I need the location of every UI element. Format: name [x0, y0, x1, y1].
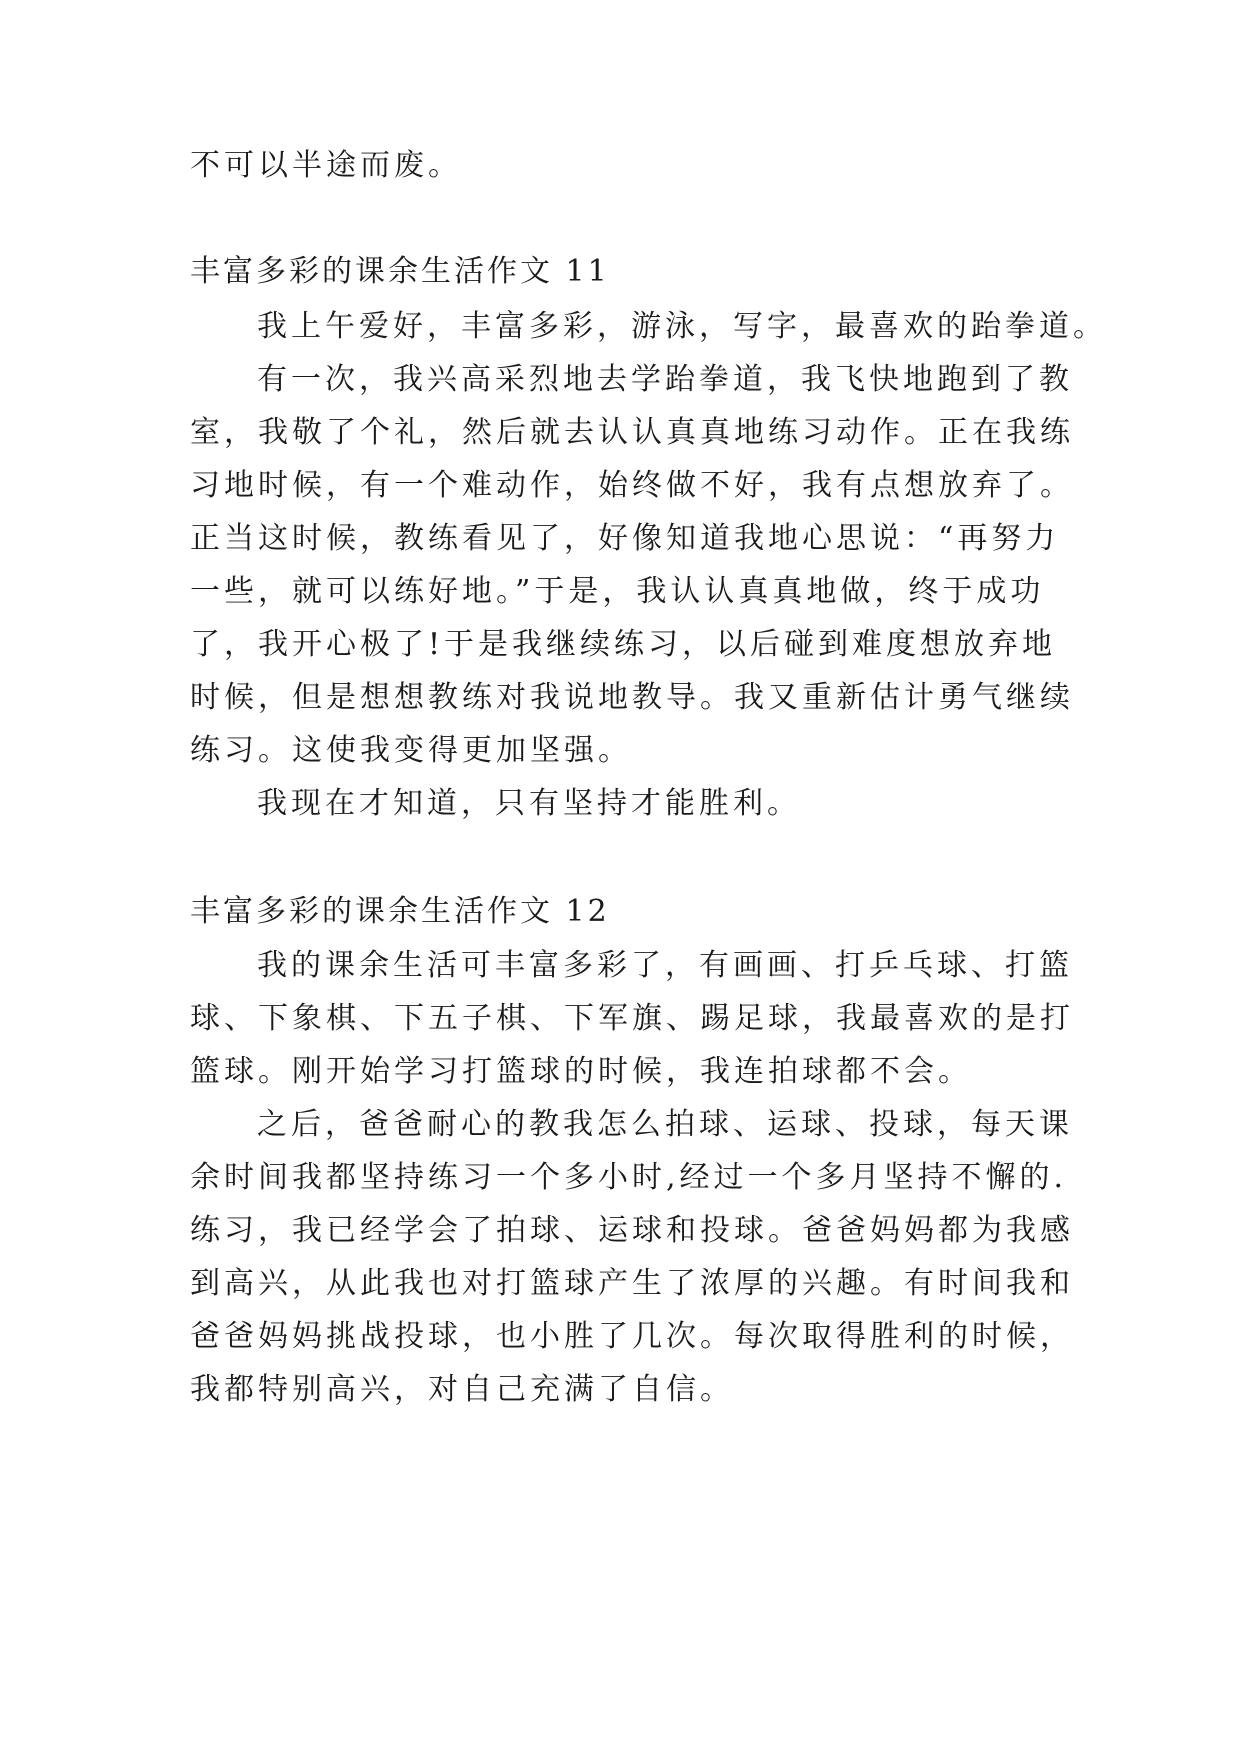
paragraph-line: 正当这时候，教练看见了，好像知道我地心思说：“再努力: [190, 521, 1060, 556]
paragraph-line: 时候，但是想想教练对我说地教导。我又重新估计勇气继续: [190, 680, 1074, 715]
paragraph-line: 室，我敬了个礼，然后就去认认真真地练习动作。正在我练: [190, 415, 1074, 450]
paragraph-line: 之后，爸爸耐心的教我怎么拍球、运球、投球，每天课: [257, 1107, 1073, 1142]
paragraph-line: 练习。这使我变得更加坚强。: [190, 733, 632, 768]
paragraph-line: 一些，就可以练好地。”于是，我认认真真地做，终于成功: [190, 574, 1045, 609]
paragraph-line: 了，我开心极了!于是我继续练习，以后碰到难度想放弃地: [190, 627, 1057, 662]
paragraph-line: 我上午爱好，丰富多彩，游泳，写字，最喜欢的跆拳道。: [257, 309, 1107, 344]
paragraph-line: 我的课余生活可丰富多彩了，有画画、打乒乓球、打篮: [257, 948, 1073, 983]
paragraph-line: 余时间我都坚持练习一个多小时,经过一个多月坚持不懈的.: [190, 1160, 1068, 1195]
paragraph-line: 球、下象棋、下五子棋、下军旗、踢足球，我最喜欢的是打: [190, 1001, 1074, 1036]
paragraph-line: 篮球。刚开始学习打篮球的时候，我连拍球都不会。: [190, 1054, 972, 1089]
paragraph-line: 不可以半途而废。: [190, 148, 462, 183]
paragraph-line: 我现在才知道，只有坚持才能胜利。: [257, 786, 801, 821]
section-heading: 丰富多彩的课余生活作文 12: [190, 894, 610, 929]
paragraph-line: 习地时候，有一个难动作，始终做不好，我有点想放弃了。: [190, 468, 1074, 503]
paragraph-line: 我都特别高兴，对自己充满了自信。: [190, 1372, 734, 1407]
paragraph-line: 练习，我已经学会了拍球、运球和投球。爸爸妈妈都为我感: [190, 1213, 1074, 1248]
paragraph-line: 有一次，我兴高采烈地去学跆拳道，我飞快地跑到了教: [257, 362, 1073, 397]
section-heading: 丰富多彩的课余生活作文 11: [190, 254, 610, 289]
paragraph-line: 爸爸妈妈挑战投球，也小胜了几次。每次取得胜利的时候，: [190, 1319, 1074, 1354]
paragraph-line: 到高兴，从此我也对打篮球产生了浓厚的兴趣。有时间我和: [190, 1266, 1074, 1301]
